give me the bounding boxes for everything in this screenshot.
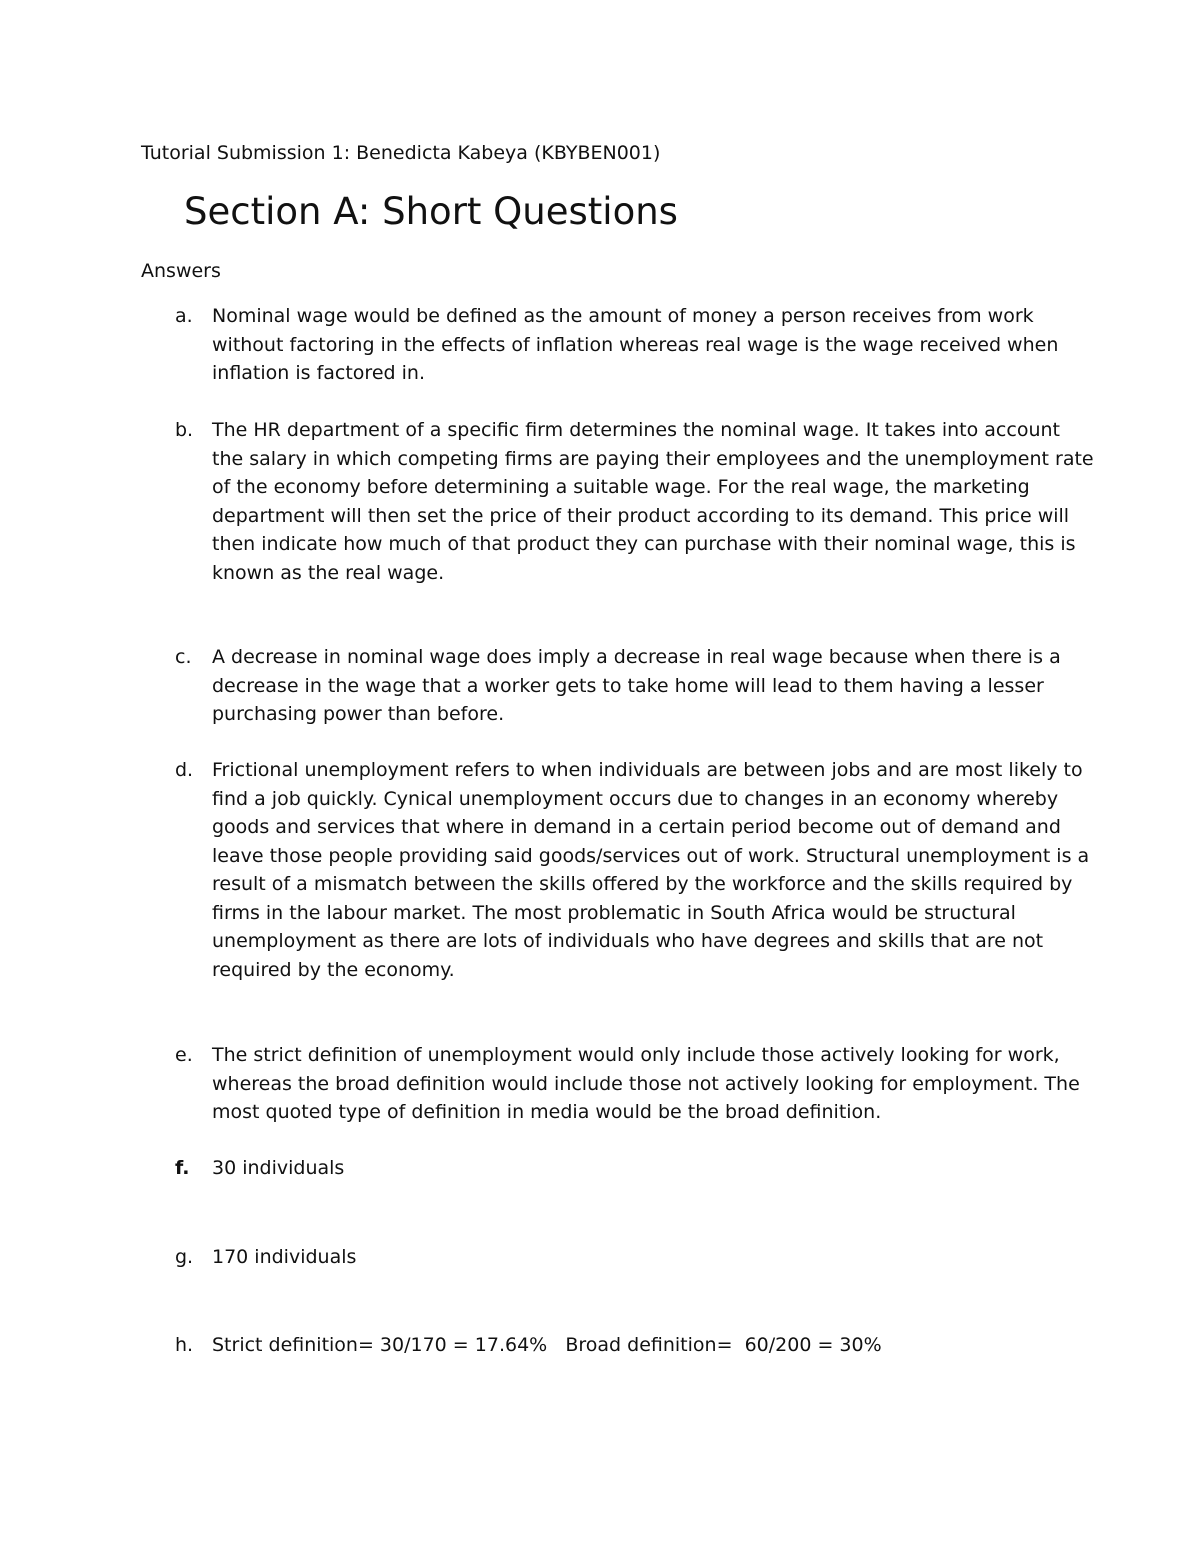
text-line: 30 individuals (212, 1157, 345, 1179)
text-line: unemployment as there are lots of individuals who have degrees and skills that are not (212, 930, 1044, 952)
text-line: of the economy before determining a suitable wage. For the real wage, the marketing (212, 476, 1030, 498)
text-line: result of a mismatch between the skills offered by the workforce and the skills required by (212, 873, 1073, 895)
list-marker: a. (175, 305, 193, 327)
text-line: leave those people providing said goods/services out of work. Structural unemployment is a (212, 844, 1090, 867)
list-marker: e. (175, 1044, 193, 1066)
answer-item-b (141, 416, 1094, 587)
list-marker: b. (175, 419, 194, 441)
text-line: Strict definition= 30/170 = 17.64% Broad definition= 60/200 = 30% (212, 1334, 882, 1356)
list-marker: h. (175, 1334, 194, 1356)
answer-item-f (141, 1154, 1071, 1183)
text-line: decrease in the wage that a worker gets to take home will lead to them having a lesser (212, 674, 1044, 697)
text-line: The HR department of a specific firm determines the nominal wage. It takes into account (212, 419, 1060, 441)
section-heading: Section A: Short Questions (184, 190, 678, 233)
text-line: then indicate how much of that product they can purchase with their nominal wage, this is (212, 533, 1076, 555)
text-line: 170 individuals (212, 1246, 357, 1268)
text-line: Frictional unemployment refers to when individuals are between jobs and are most likely to (212, 759, 1083, 781)
answer-text (212, 643, 1071, 729)
answer-item-a (141, 302, 1071, 388)
list-marker: d. (175, 759, 194, 781)
answer-item-c (141, 643, 1071, 729)
answer-item-h (141, 1331, 1071, 1360)
text-line: the salary in which competing firms are paying their employees and the unemployment rate (212, 447, 1094, 470)
text-line: inflation is factored in. (212, 362, 425, 384)
text-line: most quoted type of definition in media would be the broad definition. (212, 1101, 882, 1123)
text-line: purchasing power than before. (212, 703, 505, 725)
text-line: required by the economy. (212, 958, 455, 981)
answer-text (212, 1154, 1071, 1183)
text-line: A decrease in nominal wage does imply a decrease in real wage because when there is a (212, 646, 1061, 668)
text-line: whereas the broad definition would include those not actively looking for employment. The (212, 1072, 1080, 1095)
list-marker: f. (175, 1157, 190, 1179)
text-line: without factoring in the effects of inflation whereas real wage is the wage received when (212, 333, 1059, 356)
text-line: department will then set the price of their product according to its demand. This price will (212, 504, 1070, 527)
text-line: firms in the labour market. The most problematic in South Africa would be structural (212, 901, 1016, 924)
answer-text (212, 1243, 1071, 1272)
answer-text (212, 302, 1071, 388)
text-line: goods and services that where in demand in a certain period become out of demand and (212, 816, 1061, 838)
answer-text (212, 756, 1090, 984)
list-marker: g. (175, 1246, 194, 1268)
text-line: known as the real wage. (212, 561, 445, 584)
answer-item-d (141, 756, 1090, 984)
document-title: Tutorial Submission 1: Benedicta Kabeya (KBYBEN001) (141, 142, 661, 164)
answer-item-g (141, 1243, 1071, 1272)
list-marker: c. (175, 646, 192, 668)
answer-text (212, 1041, 1080, 1127)
text-line: The strict definition of unemployment would only include those actively looking for work, (212, 1044, 1060, 1066)
answer-item-e (141, 1041, 1080, 1127)
text-line: Nominal wage would be defined as the amount of money a person receives from work (212, 305, 1034, 327)
answer-text (212, 1331, 1071, 1360)
answers-label: Answers (141, 260, 221, 282)
answer-text (212, 416, 1094, 587)
text-line: find a job quickly. Cynical unemployment occurs due to changes in an economy whereby (212, 787, 1059, 810)
